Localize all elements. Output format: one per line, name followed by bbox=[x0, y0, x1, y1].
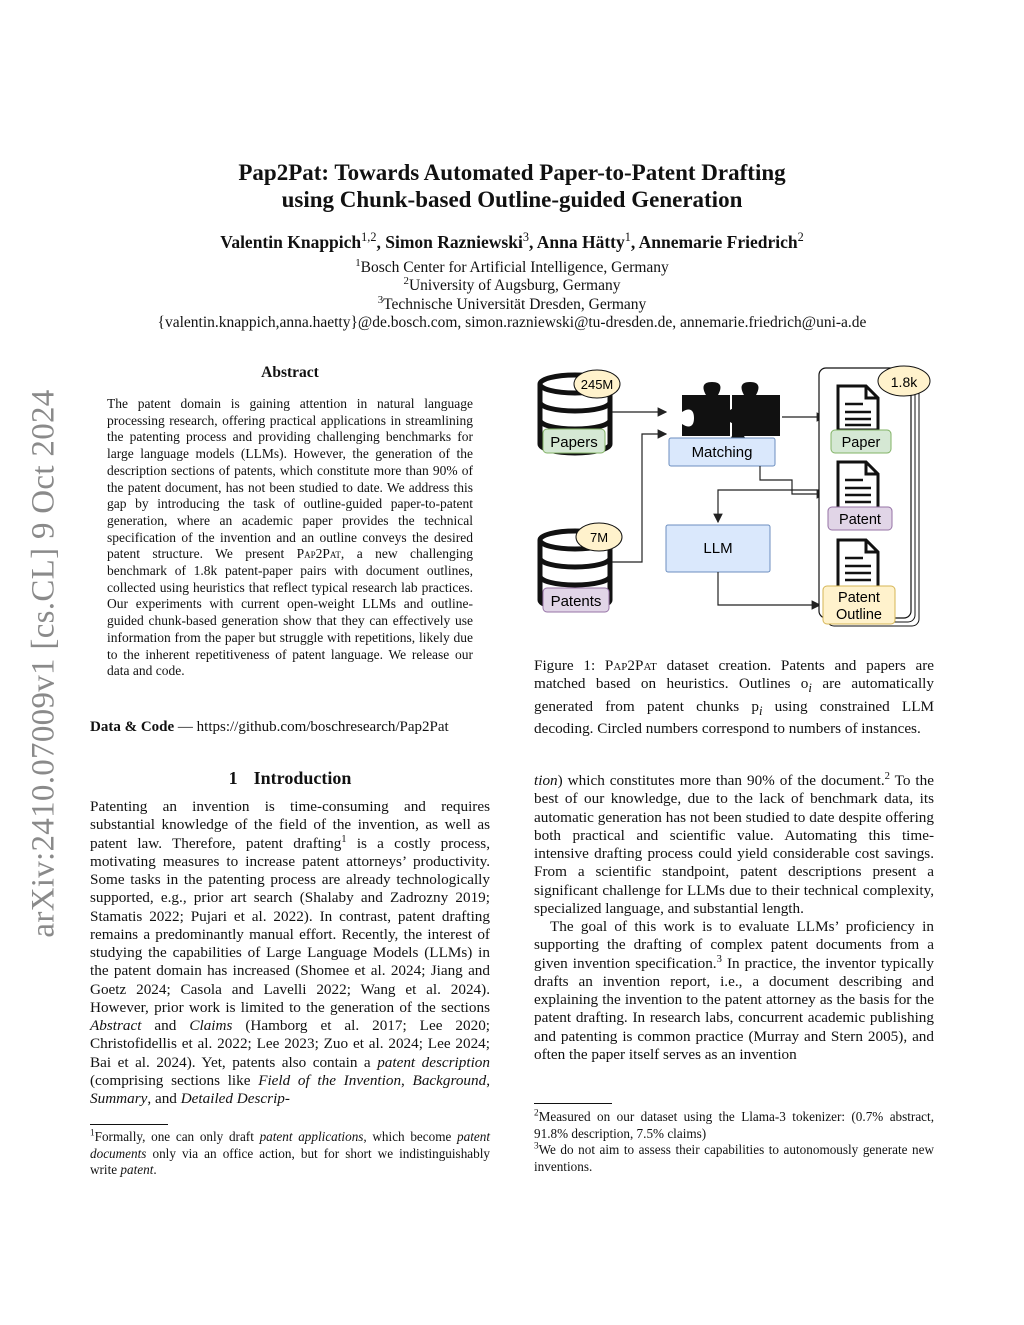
section-title: Introduction bbox=[253, 768, 352, 788]
abstract-body: The patent domain is gaining attention in natural language processing research, offering practical applications in streamlining the patenting process and providing challenging benchmarks for large language models (LLMs). However, the generation of the description sections of patents, which constitute more than 90% of the patent document, has not been studied to date. We address this gap by introducing the task of outline-guided paper-to-patent generation, where an academic paper provides the technical specification of the invention and an outline conveys the desired patent structure. We present Pap2Pat, a new challenging benchmark of 1.8k patent-paper pairs with document outlines, collected using heuristics that reflect typical research lab practices. Our experiments with current open-weight LLMs and outline-guided chunk-based generation show that they can effectively use information from the paper but struggle with repetitions, likely due to the inherent repetitiveness of patent language. We release our data and code. bbox=[107, 396, 473, 679]
paper-doc-label: Paper bbox=[841, 435, 881, 451]
author-emails: {valentin.knappich,anna.haetty}@de.bosch.com, simon.razniewski@tu-dresden.de, annemarie.friedrich@uni-a.de bbox=[157, 314, 867, 332]
abstract-heading: Abstract bbox=[261, 364, 319, 381]
intro-column-left bbox=[90, 798, 490, 1108]
section-heading-introduction bbox=[90, 768, 490, 789]
author-list: Valentin Knappich$^{1,2}$, Simon Razniewski$^3$, Anna Hätty$^1$, Annemarie Friedrich$^2$ bbox=[220, 230, 804, 252]
matching-label: Matching bbox=[691, 444, 753, 461]
patents-count: 7M bbox=[589, 530, 609, 545]
affiliations bbox=[0, 256, 1024, 333]
title-line-1: Pap2Pat: Towards Automated Paper-to-Patent Drafting bbox=[238, 160, 786, 185]
figure-1 bbox=[530, 362, 940, 642]
author-affil-mark: 1 bbox=[624, 230, 631, 245]
paragraph: tion) which constitutes more than 90% of the document.$^2$ To the best of our knowledge, due to the lack of benchmark data, its automatic generation has not been studied to date despite offering both practical and scientific value. Automating this time-intensive drafting process could yield considerable cost savings. From a scientific standpoint, patent descriptions present a significant challenge for LLMs due to their technical complexity, specialized language, and substantial length. bbox=[534, 770, 934, 917]
repo-link[interactable]: https://github.com/boschresearch/Pap2Pat bbox=[196, 719, 449, 735]
author: Simon Razniewski bbox=[385, 232, 523, 252]
dataset-creation-diagram bbox=[530, 362, 940, 642]
data-code-label: Data & Code bbox=[90, 719, 175, 735]
instance-count: 1.8k bbox=[890, 374, 918, 390]
patent-doc-label: Patent bbox=[839, 512, 881, 528]
llm-label: LLM bbox=[703, 540, 733, 557]
patents-label: Patents bbox=[550, 593, 602, 610]
footnote-2: $^2$Measured on our dataset using the Llama-3 tokenizer: (0.7% abstract, 91.8% description, 7.5% claims) bbox=[534, 1107, 934, 1141]
affiliation: $^3$Technische Universität Dresden, Germany bbox=[377, 293, 647, 313]
arxiv-stamp bbox=[4, 368, 84, 958]
affiliation: $^2$University of Augsburg, Germany bbox=[403, 275, 621, 295]
author-affil-mark: 3 bbox=[522, 230, 529, 245]
author: Annemarie Friedrich bbox=[638, 232, 798, 252]
outline-doc-label-line2: Outline bbox=[836, 607, 882, 623]
author-affil-mark: 2 bbox=[797, 230, 804, 245]
footnote-rule bbox=[90, 1124, 168, 1125]
arrow-llm-to-outline bbox=[718, 572, 820, 605]
author-affil-mark: 1,2 bbox=[361, 230, 377, 245]
paragraph: The goal of this work is to evaluate LLMs’ proficiency in supporting the drafting of complex patent documents from a given invention specification.$^3$ In practice, the inventor typically drafts an invention report, i.e., a document describing and explaining the invention to the patent attorney as the basis for the patent drafting. In research labs, concurrent academic publishing and patenting is common practice (Murray and Stern 2005), and often the paper itself serves as an invention bbox=[534, 918, 935, 1063]
arxiv-id: arXiv:2410.07009v1 [cs.CL] 9 Oct 2024 bbox=[25, 388, 62, 938]
data-code-line: Data & Code — https://github.com/boschresearch/Pap2Pat bbox=[90, 719, 449, 735]
figure-caption: Figure 1: Pap2Pat dataset creation. Patents and papers are matched based on heuristics. Outlines $o_i$ are automatically generated from patent chunks $p_i$ using constrained LLM decoding. Circled numbers correspond to numbers of instances. bbox=[534, 657, 934, 737]
section-number: 1 bbox=[228, 768, 238, 788]
footnote-mark: 2 bbox=[884, 770, 890, 782]
footnote-1: $^1$Formally, one can only draft patent applications, which become patent documents only via an office action, but for short we indistinguishably write patent. bbox=[90, 1127, 490, 1177]
affiliation: $^1$Bosch Center for Artificial Intelligence, Germany bbox=[355, 256, 669, 276]
footnote-mark: 1 bbox=[341, 833, 347, 845]
outline-doc-label-line1: Patent bbox=[838, 590, 880, 606]
author: Valentin Knappich bbox=[220, 232, 362, 252]
intro-column-right bbox=[534, 772, 934, 1064]
papers-count: 245M bbox=[580, 377, 614, 392]
footnote-2-3 bbox=[534, 1109, 934, 1175]
papers-label: Papers bbox=[550, 434, 598, 451]
dataset-name: Pap2Pat bbox=[296, 546, 341, 562]
paper-title bbox=[0, 159, 1024, 213]
footnote-rule bbox=[534, 1103, 612, 1104]
footnote-3: $^3$We do not aim to assess their capabilities to autonomously generate new inventions. bbox=[534, 1140, 934, 1174]
arrow-patent-to-llm bbox=[718, 490, 825, 522]
footnote-mark: 3 bbox=[716, 953, 722, 965]
author: Anna Hätty bbox=[536, 232, 625, 252]
title-line-2: using Chunk-based Outline-guided Generation bbox=[281, 187, 743, 212]
paragraph: Patenting an invention is time-consuming and requires substantial knowledge of the field of the invention, as well as patent law. Therefore, patent drafting$^1$ is a costly process, motivating measures to increase patent attorneys’ productivity. Some tasks in the patenting process are already technologically supported, e.g., prior art search (Shalaby and Zadrozny 2019; Stamatis 2022; Pujari et al. 2022). In contrast, patent drafting remains a predominantly manual effort. Recently, the interest of studying the capabilities of Large Language Models (LLMs) in the patent domain has increased (Shomee et al. 2024; Jiang and Goetz 2024; Casola and Lavelli 2022; Wang et al. 2024). However, prior work is limited to the generation of the sections Abstract and Claims (Hamborg et al. 2017; Lee 2020; Christofidellis et al. 2022; Lee 2023; Zuo et al. 2024; Lee 2024; Bai et al. 2024). Yet, patents also contain a patent description (comprising sections like Field of the Invention, Background, Summary, and Detailed Descrip- bbox=[90, 798, 491, 1107]
